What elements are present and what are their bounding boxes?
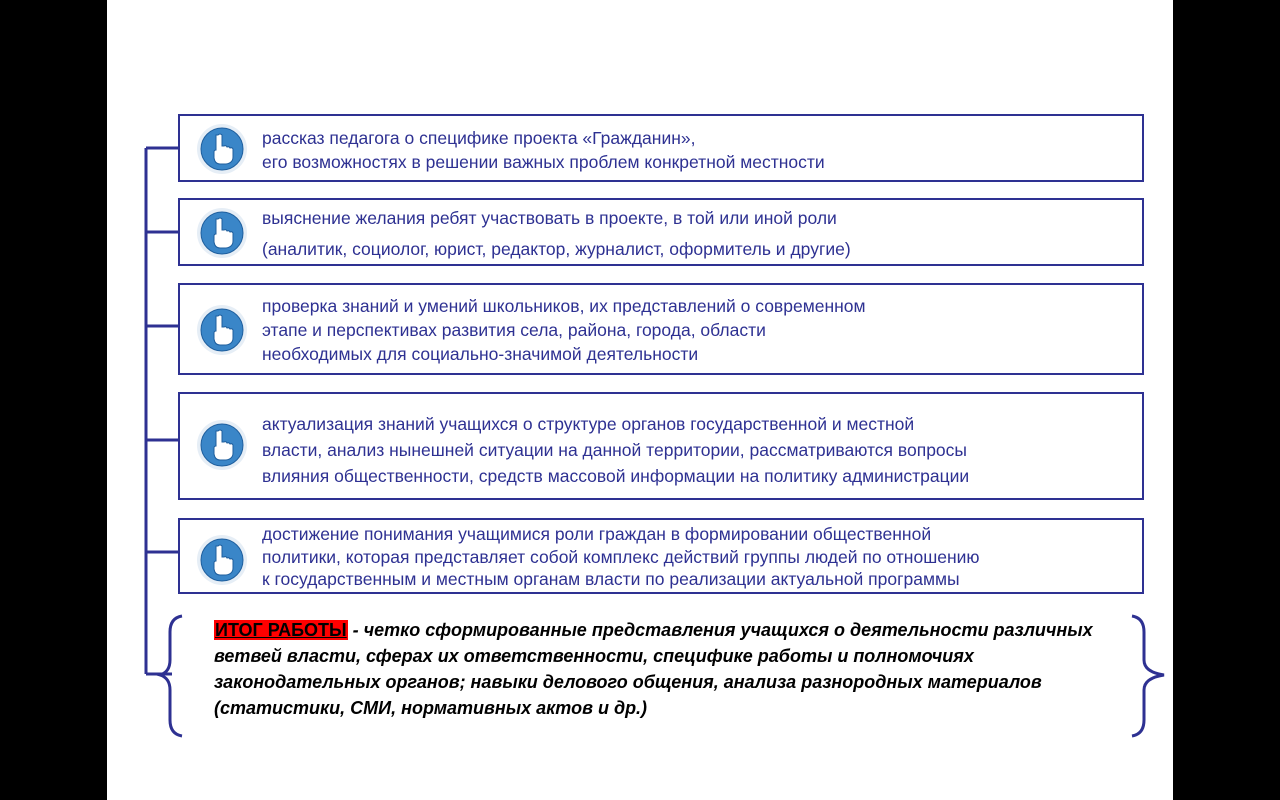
result-block [214,617,1124,721]
step-box-2 [178,198,1144,266]
pointing-hand-icon [196,534,248,586]
pointing-hand-icon [196,207,248,259]
step-text-2: выяснение желания ребят участвовать в проекте, в той или иной роли (аналитик, социолог, юрист, редактор, журналист, оформитель и другие) [262,208,851,259]
step-box-3 [178,283,1144,375]
step-text-4: актуализация знаний учащихся о структуре органов государственной и местной власти, анализ нынешней ситуации на данной территории, рассматриваются вопросы влияния общественности, средств массовой информации на политику администрации [262,414,970,486]
result-label: ИТОГ РАБОТЫ [215,620,347,640]
step-box-4 [178,392,1144,500]
step-text-3: проверка знаний и умений школьников, их представлений о современном этапе и перспективах развития села, района, города, области необходимых для социально-значимой деятельности [262,296,866,364]
step-box-5 [178,518,1144,594]
pointing-hand-icon [196,304,248,356]
result-text: - четко сформированные представления учащихся о деятельности различных ветвей власти, сферах их ответственности, специфике работы и полномочиях законодательных органов; навыки делового общения, анализа разнородных материалов (статистики, СМИ, нормативных актов и др.) [214,620,1093,718]
step-text-5: достижение понимания учащимися роли граждан в формировании общественной политики, которая представляет собой комплекс действий группы людей по отношению к государственным и местным органам власти по реализации актуальной программы [262,524,980,589]
pointing-hand-icon [196,419,248,471]
step-box-1 [178,114,1144,182]
pointing-hand-icon [196,123,248,175]
step-text-1: рассказ педагога о специфике проекта «Гражданин», его возможностях в решении важных проблем конкретной местности [262,128,825,172]
